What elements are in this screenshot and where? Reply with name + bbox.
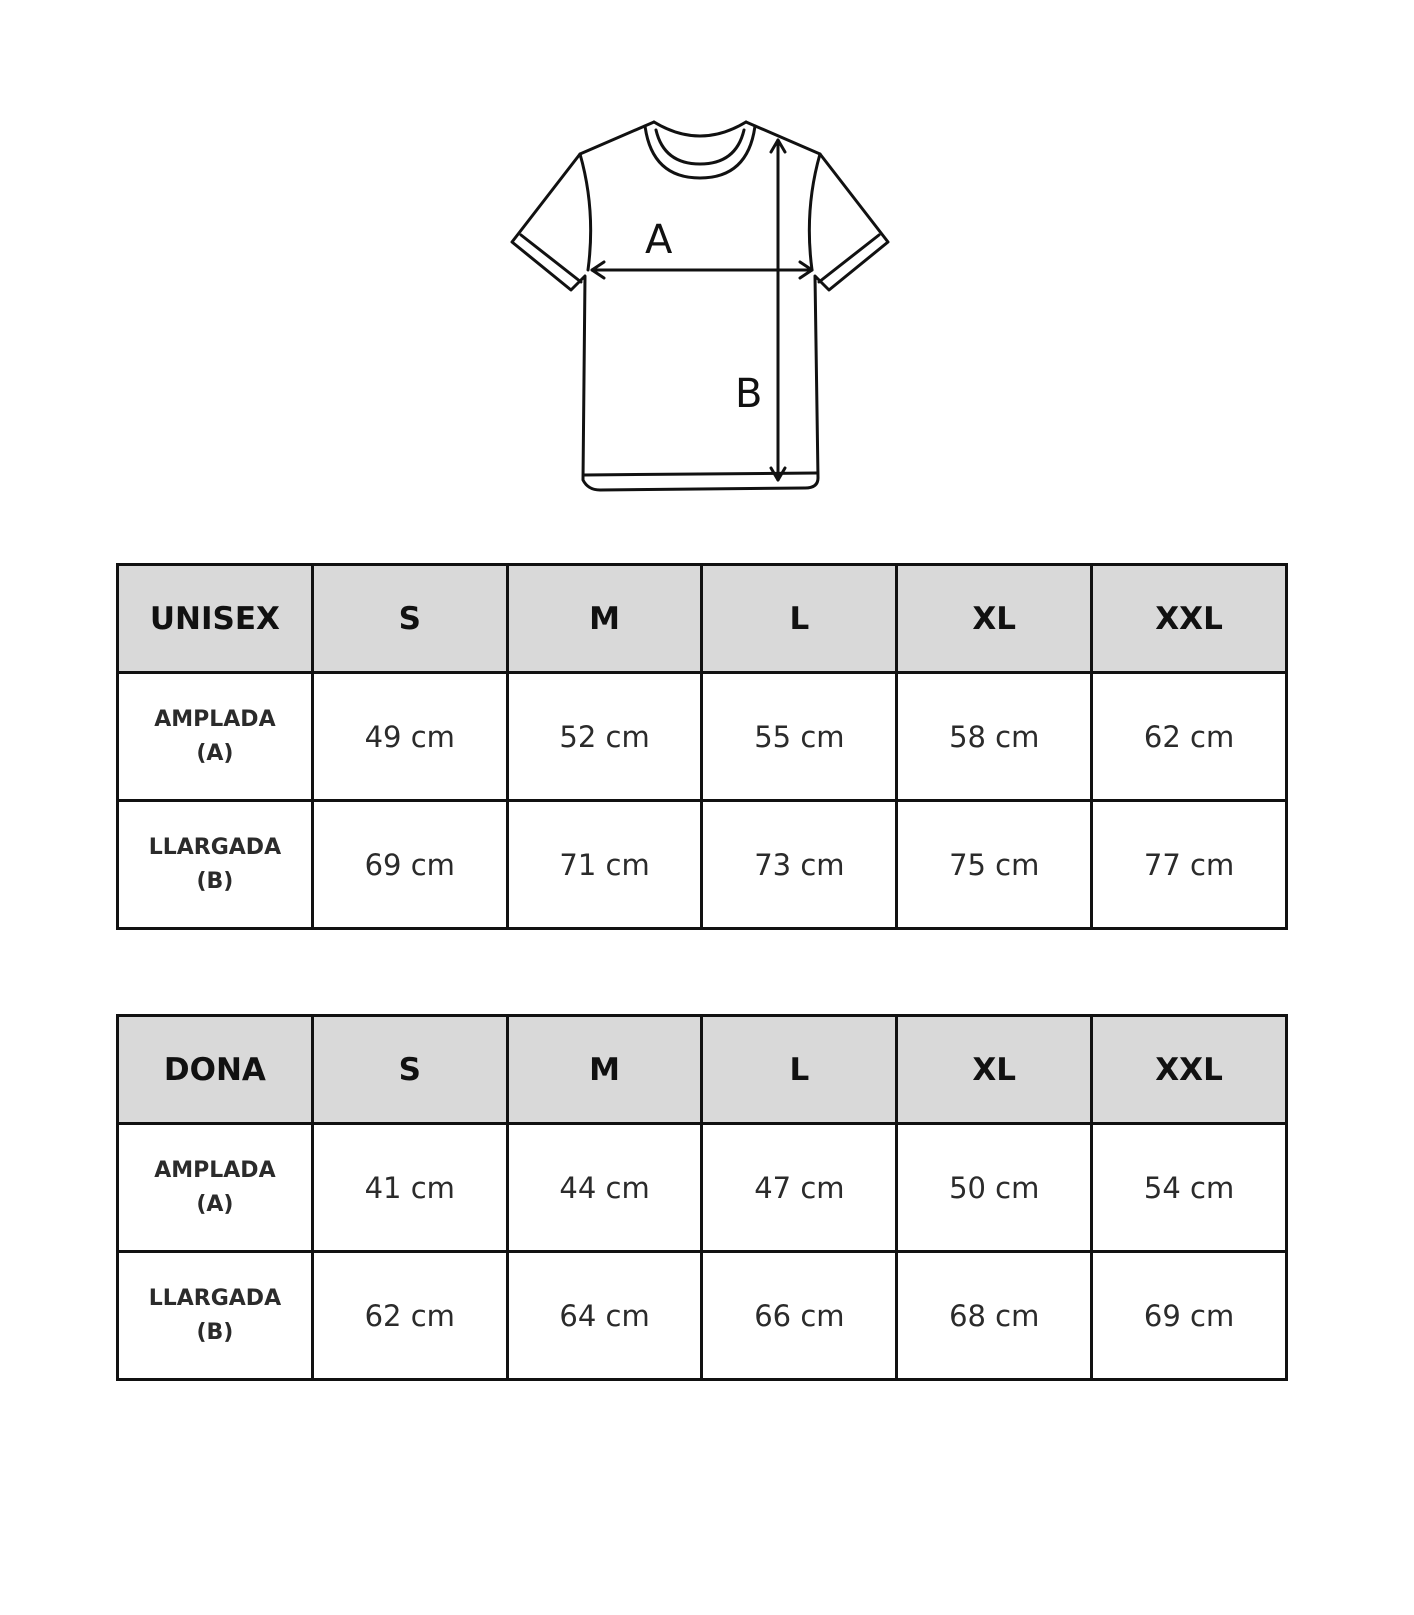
table-cell: 64 cm	[507, 1252, 702, 1380]
row-label-width	[118, 673, 313, 801]
size-header-xl: XL	[897, 565, 1092, 673]
table-cell: 69 cm	[1092, 1252, 1287, 1380]
table-header-row	[118, 1016, 1287, 1124]
table-cell: 62 cm	[1092, 673, 1287, 801]
row-label-width	[118, 1124, 313, 1252]
table-cell: 49 cm	[312, 673, 507, 801]
size-header-xxl: XXL	[1092, 1016, 1287, 1124]
table-cell: 50 cm	[897, 1124, 1092, 1252]
size-header-m: M	[507, 565, 702, 673]
table-header-row	[118, 565, 1287, 673]
table-cell: 71 cm	[507, 801, 702, 929]
row-label-line: LLARGADA	[148, 834, 282, 860]
table-row	[118, 1252, 1287, 1380]
table-cell: 69 cm	[312, 801, 507, 929]
measurement-label-b: B	[735, 371, 763, 417]
table-cell: 66 cm	[702, 1252, 897, 1380]
row-label-line: (B)	[196, 868, 234, 894]
table-row	[118, 801, 1287, 929]
row-label-line: (B)	[196, 1319, 234, 1345]
table-cell: 73 cm	[702, 801, 897, 929]
table-cell: 55 cm	[702, 673, 897, 801]
table-cell: 44 cm	[507, 1124, 702, 1252]
table-cell: 54 cm	[1092, 1124, 1287, 1252]
size-header-xl: XL	[897, 1016, 1092, 1124]
table-cell: 58 cm	[897, 673, 1092, 801]
size-header-m: M	[507, 1016, 702, 1124]
table-cell: 75 cm	[897, 801, 1092, 929]
table-cell: 47 cm	[702, 1124, 897, 1252]
table-cell: 77 cm	[1092, 801, 1287, 929]
row-label-line: LLARGADA	[148, 1285, 282, 1311]
unisex-size-table	[116, 563, 1288, 930]
row-label-line: AMPLADA	[154, 1157, 276, 1183]
table-cell: 62 cm	[312, 1252, 507, 1380]
tshirt-measurement-diagram	[0, 0, 1414, 520]
table-cell: 52 cm	[507, 673, 702, 801]
measurement-label-a: A	[645, 217, 673, 263]
size-header-s: S	[312, 565, 507, 673]
size-header-l: L	[702, 1016, 897, 1124]
tshirt-icon	[0, 0, 1414, 520]
dona-size-table	[116, 1014, 1288, 1381]
row-label-line: (A)	[196, 1191, 234, 1217]
row-label-length	[118, 1252, 313, 1380]
row-label-line: (A)	[196, 740, 234, 766]
table-cell: 41 cm	[312, 1124, 507, 1252]
size-header-s: S	[312, 1016, 507, 1124]
size-header-xxl: XXL	[1092, 565, 1287, 673]
row-label-length	[118, 801, 313, 929]
table-title-cell: DONA	[118, 1016, 313, 1124]
table-cell: 68 cm	[897, 1252, 1092, 1380]
size-header-l: L	[702, 565, 897, 673]
table-row	[118, 1124, 1287, 1252]
table-row	[118, 673, 1287, 801]
row-label-line: AMPLADA	[154, 706, 276, 732]
table-title-cell: UNISEX	[118, 565, 313, 673]
